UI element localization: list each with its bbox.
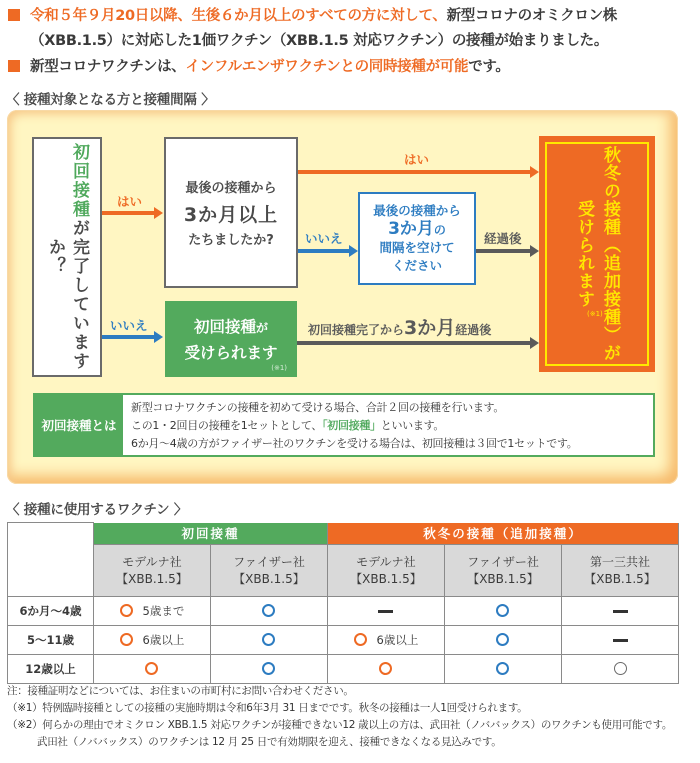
circle-icon: [262, 604, 275, 617]
arrow-right-icon: [154, 207, 163, 219]
arrow-right-icon: [154, 331, 163, 343]
primary-line1-small: が: [256, 321, 269, 335]
primary-note: (※1): [271, 364, 287, 372]
circle-icon: [614, 662, 627, 675]
primary-line2: 受けられます: [184, 344, 278, 362]
table-row: 5～11歳 6歳以上 6歳以上: [8, 626, 679, 655]
col-header: モデルナ社 【XBB.1.5】: [94, 545, 211, 597]
circle-icon: [262, 633, 275, 646]
vaccine-table: [7, 522, 679, 684]
wait-3-months-box: [358, 192, 476, 285]
section-title-eligibility: 〈 接種対象となる方と接種間隔 〉: [6, 92, 215, 108]
table-row: [8, 655, 679, 684]
label-after: 経過後: [484, 231, 522, 246]
arrow-right-icon: [530, 166, 539, 178]
q2-line1: 最後の接種から: [185, 181, 277, 196]
wait-line2-big: 3か月: [388, 219, 434, 239]
label-no-q2: いいえ: [305, 231, 343, 246]
table-corner: [8, 523, 94, 597]
footnotes: [7, 683, 672, 751]
intro-bullet-1: [8, 6, 617, 27]
q1-rest-text: が完了していますか？: [45, 219, 89, 371]
arrow-no-q2-line: [298, 249, 350, 253]
intro-bullet-1-rest: 新型コロナのオミクロン株: [446, 8, 618, 24]
dash-icon: [613, 639, 628, 642]
dash-icon: [378, 610, 393, 613]
primary-line1: 初回接種: [193, 318, 256, 336]
row-age: 12歳以上: [8, 655, 94, 684]
label-bottom-arrow: 初回接種完了から3か月経過後: [308, 317, 492, 339]
question-primary-complete: [32, 137, 102, 377]
group-autumn: 秋冬の接種（追加接種）: [328, 523, 679, 545]
q1-green-text: 初回接種: [69, 143, 89, 219]
arrow-right-icon: [530, 245, 539, 257]
circle-icon: [496, 633, 509, 646]
definition-highlight: 「初回接種」: [322, 419, 381, 432]
autumn-note: (※1): [587, 310, 603, 318]
q2-line3: たちましたか?: [188, 233, 274, 248]
arrow-bottom-line: [297, 341, 531, 345]
square-bullet-icon: [8, 9, 20, 21]
wait-line2-small: の: [433, 223, 446, 237]
note-2-cont: 武田社（ノババックス）のワクチンは 12 月 25 日で有効期限を迎え、接種できなくなる見込みです。: [37, 736, 502, 748]
col-header: ファイザー社 【XBB.1.5】: [210, 545, 327, 597]
circle-icon: [262, 662, 275, 675]
dash-icon: [613, 610, 628, 613]
definition-line3: 6か月～4歳の方がファイザー社のワクチンを受ける場合は、初回接種は３回で1セットです。: [131, 437, 578, 450]
col-header: ファイザー社 【XBB.1.5】: [444, 545, 561, 597]
circle-icon: [354, 633, 367, 646]
label-bottom-big: 3か月: [404, 317, 456, 339]
arrow-yes-line: [102, 211, 156, 215]
arrow-right-icon: [349, 245, 358, 257]
question-3-months-passed: [164, 137, 298, 288]
wait-line4: ください: [391, 258, 442, 273]
arrow-after-line: [476, 249, 531, 253]
circle-icon: [496, 662, 509, 675]
wait-line1: 最後の接種から: [373, 203, 461, 218]
arrow-yes-top-line: [298, 170, 531, 174]
intro-bullet-2-highlight: インフルエンザワクチンとの同時接種が可能: [185, 59, 469, 75]
intro-bullet-2-post: です。: [468, 59, 510, 75]
definition-line1: 新型コロナワクチンの接種を初めて受ける場合、合計２回の接種を行います。: [131, 401, 505, 414]
row-age: 5～11歳: [8, 626, 94, 655]
col-header: 第一三共社 【XBB.1.5】: [562, 545, 679, 597]
primary-definition-box: 初回接種とは 新型コロナワクチンの接種を初めて受ける場合、合計２回の接種を行います。 この1・2回目の接種を1セットとして、「初回接種」といいます。 6か月～4歳の方がファイザー社のワクチンを受ける場合は、初回接種は３回で1セットです。: [33, 393, 655, 457]
circle-icon: [145, 662, 158, 675]
circle-icon: [120, 633, 133, 646]
section-title-vaccines: 〈 接種に使用するワクチン 〉: [6, 502, 188, 518]
col-header: モデルナ社 【XBB.1.5】: [328, 545, 445, 597]
intro-bullet-2-pre: 新型コロナワクチンは、: [30, 59, 186, 75]
intro-bullet-1-line2: （XBB.1.5）に対応した1価ワクチン（XBB.1.5 対応ワクチン）の接種が始まりました。: [30, 33, 609, 49]
note-2: （※2）何らかの理由でオミクロン XBB.1.5 対応ワクチンが接種できない12 歳以上の方は、武田社（ノババックス）のワクチンも使用可能です。: [7, 719, 673, 731]
circle-icon: [120, 604, 133, 617]
label-yes-top: はい: [404, 152, 430, 167]
group-primary: 初回接種: [94, 523, 328, 545]
circle-icon: [496, 604, 509, 617]
primary-vaccination-box: [165, 301, 297, 377]
label-yes: はい: [117, 194, 143, 209]
definition-head: 初回接種とは: [35, 395, 123, 455]
note-0: 注：接種証明などについては、お住まいの市町村にお問い合わせください。: [7, 685, 354, 697]
row-age: 6か月～4歳: [8, 597, 94, 626]
circle-icon: [379, 662, 392, 675]
table-row: 6か月～4歳 5歳まで: [8, 597, 679, 626]
arrow-no-line: [102, 335, 156, 339]
note-1: （※1）特例臨時接種としての接種の実施時期は令和6年3月 31 日までです。秋冬の接種は一人1回受けられます。: [7, 702, 528, 714]
intro-bullet-1-highlight: 令和５年９月20日以降、生後６か月以上のすべての方に対して、: [30, 8, 447, 24]
label-no: いいえ: [110, 318, 148, 333]
autumn-vaccination-box: [539, 136, 655, 372]
intro-bullet-2: [8, 57, 510, 78]
autumn-text: 秋冬の接種（追加接種）が受けられます: [574, 146, 620, 362]
wait-line3: 間隔を空けて: [379, 240, 455, 255]
arrow-right-icon: [530, 337, 539, 349]
square-bullet-icon: [8, 60, 20, 72]
q2-line2: 3か月以上: [183, 204, 279, 226]
